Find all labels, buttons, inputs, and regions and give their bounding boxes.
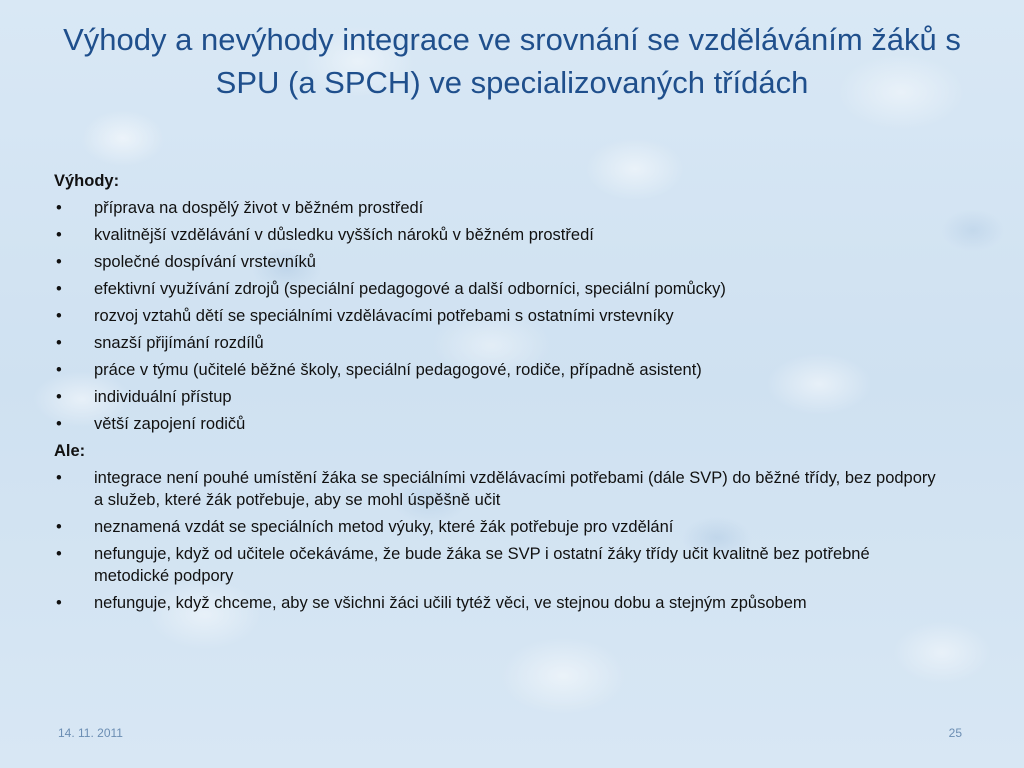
bullet-item — [54, 305, 944, 327]
footer-date: 14. 11. 2011 — [58, 726, 123, 740]
bullet-item — [54, 251, 944, 273]
bullet-item — [54, 197, 944, 219]
bullet-item — [54, 224, 944, 246]
slide-body — [54, 170, 944, 619]
bullet-text: efektivní využívání zdrojů (speciální pedagogové a další odborníci, speciální pomůcky) — [94, 280, 726, 298]
bullet-item — [54, 467, 944, 511]
bullet-icon: • — [56, 226, 62, 244]
bullet-item — [54, 332, 944, 354]
bullet-icon: • — [56, 280, 62, 298]
bullet-icon: • — [56, 307, 62, 325]
bullet-item — [54, 592, 944, 614]
bullet-icon: • — [56, 253, 62, 271]
bullet-text: rozvoj vztahů dětí se speciálními vzdělávacími potřebami s ostatními vrstevníky — [94, 307, 674, 325]
bullet-text: integrace není pouhé umístění žáka se speciálními vzdělávacími potřebami (dále SVP) do běžné třídy, bez podpory a služeb, které žák potřebuje, aby se mohl úspěšně učit — [94, 469, 936, 509]
bullet-text: snazší přijímání rozdílů — [94, 334, 264, 352]
bullet-text: příprava na dospělý život v běžném prostředí — [94, 199, 424, 217]
bullet-icon: • — [56, 518, 62, 536]
page-number: 25 — [948, 726, 962, 740]
bullet-icon: • — [56, 334, 62, 352]
bullet-text: individuální přístup — [94, 388, 232, 406]
bullet-item — [54, 386, 944, 408]
bullet-text: nefunguje, když od učitele očekáváme, že bude žáka se SVP i ostatní žáky třídy učit kvalitně bez potřebné metodické podpory — [94, 545, 870, 585]
advantages-heading: Výhody: — [54, 172, 120, 190]
bullet-item — [54, 278, 944, 300]
bullet-text: větší zapojení rodičů — [94, 415, 246, 433]
bullet-item — [54, 413, 944, 435]
bullet-text: neznamená vzdát se speciálních metod výuky, které žák potřebuje pro vzdělání — [94, 518, 674, 536]
bullet-icon: • — [56, 545, 62, 563]
advantages-list — [54, 197, 944, 435]
bullet-icon: • — [56, 594, 62, 612]
slide-title: Výhody a nevýhody integrace ve srovnání se vzděláváním žáků s SPU (a SPCH) ve specializovaných třídách — [63, 22, 961, 100]
bullet-text: práce v týmu (učitelé běžné školy, speciální pedagogové, rodiče, případně asistent) — [94, 361, 702, 379]
caveats-list — [54, 467, 944, 614]
bullet-item — [54, 359, 944, 381]
bullet-icon: • — [56, 469, 62, 487]
bullet-item — [54, 543, 944, 587]
bullet-text: nefunguje, když chceme, aby se všichni žáci učili tytéž věci, ve stejnou dobu a stejným způsobem — [94, 594, 807, 612]
bullet-icon: • — [56, 388, 62, 406]
bullet-text: kvalitnější vzdělávání v důsledku vyšších nároků v běžném prostředí — [94, 226, 594, 244]
bullet-icon: • — [56, 415, 62, 433]
bullet-icon: • — [56, 199, 62, 217]
bullet-icon: • — [56, 361, 62, 379]
caveats-heading: Ale: — [54, 442, 86, 460]
bullet-text: společné dospívání vrstevníků — [94, 253, 316, 271]
bullet-item — [54, 516, 944, 538]
